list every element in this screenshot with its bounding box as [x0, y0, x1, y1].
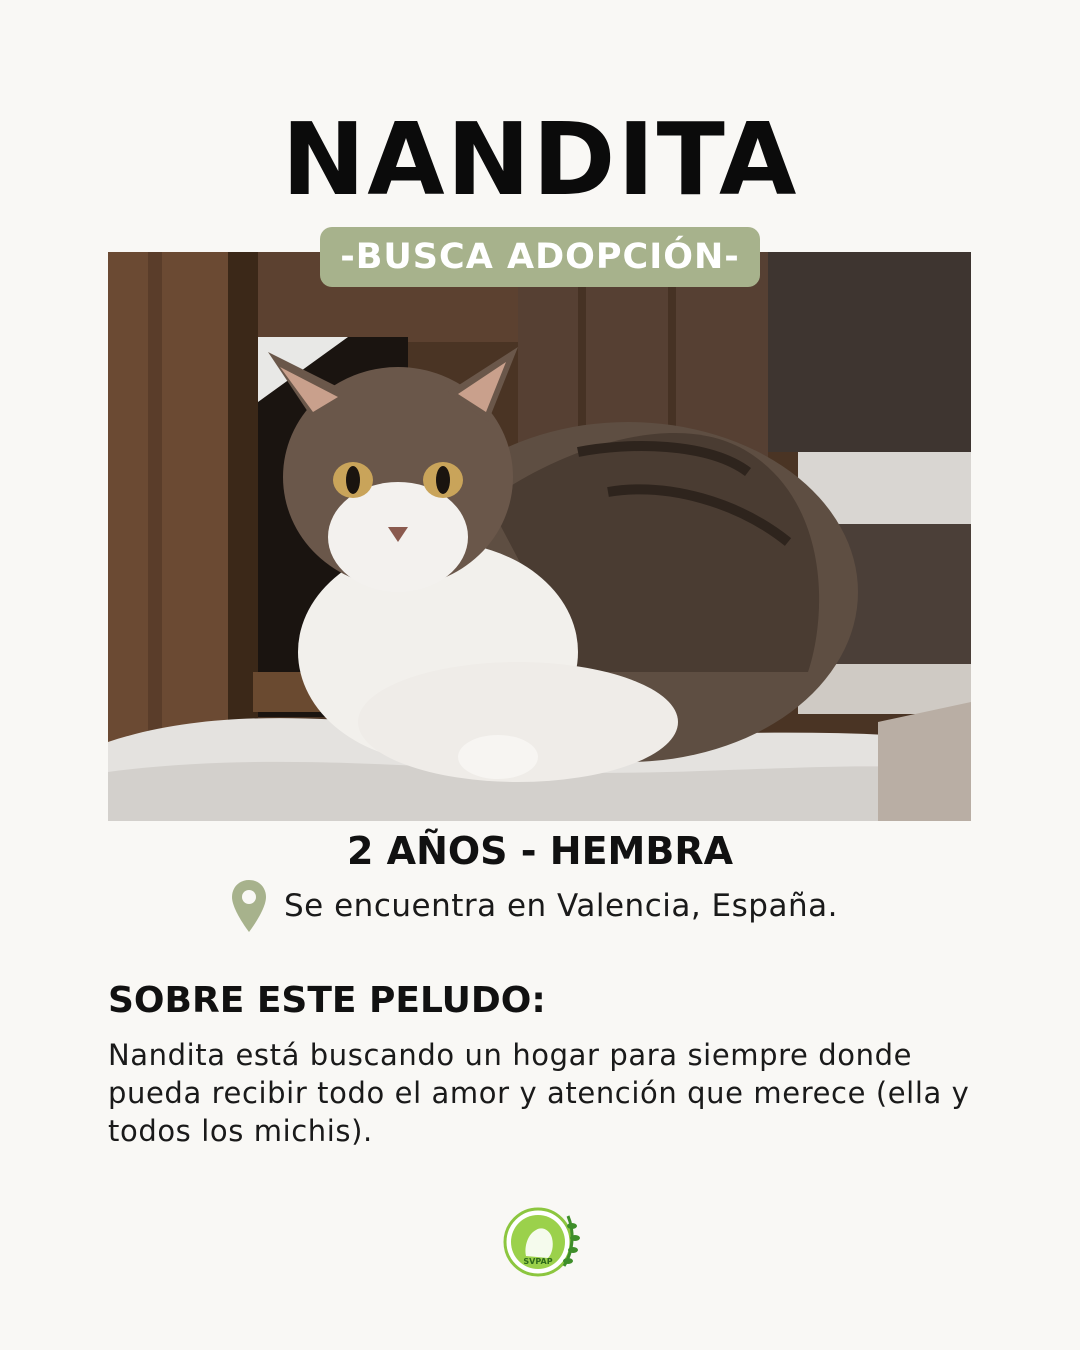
adoption-badge: -BUSCA ADOPCIÓN- [320, 227, 760, 287]
pet-name-title: NANDITA [281, 101, 799, 218]
svpap-logo [498, 1206, 584, 1278]
location-row [230, 876, 838, 936]
description-text: Nandita está buscando un hogar para siempre donde pueda recibir todo el amor y atención que merece (ella y todos los michis). [108, 1038, 970, 1148]
age-sex-label: 2 AÑOS - HEMBRA [347, 829, 733, 873]
map-pin-icon [230, 878, 268, 934]
section-title: SOBRE ESTE PELUDO: [108, 980, 546, 1021]
location-text: Se encuentra en Valencia, España. [284, 888, 838, 924]
logo-text: SVPAP [523, 1257, 553, 1266]
cat-photo [108, 252, 971, 821]
